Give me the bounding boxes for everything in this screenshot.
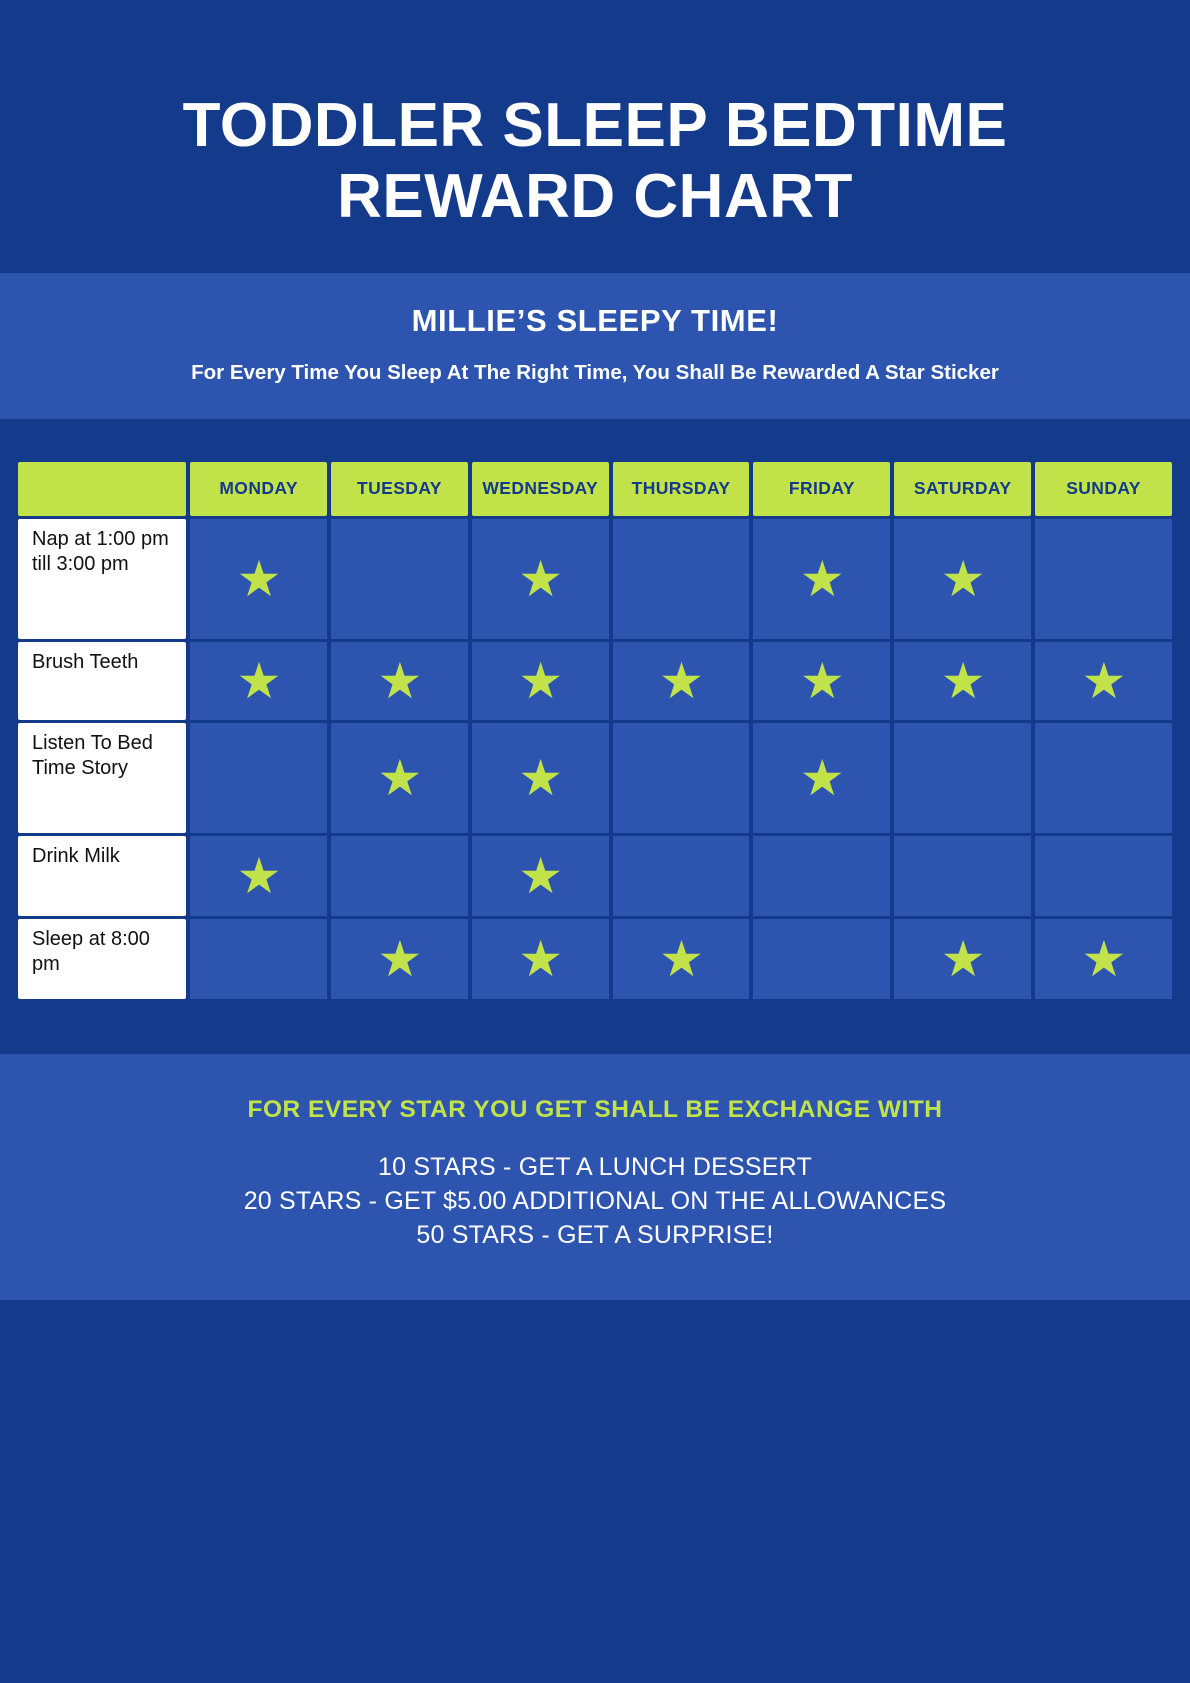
reward-chart-table bbox=[14, 459, 1176, 1002]
star-cell[interactable] bbox=[753, 919, 890, 999]
star-icon: ★ bbox=[377, 749, 423, 806]
task-label: Sleep at 8:00 pm bbox=[18, 919, 186, 999]
reward-instruction-text: For Every Time You Sleep At The Right Time, You Shall Be Rewarded A Star Sticker bbox=[191, 360, 999, 384]
rewards-band bbox=[0, 1054, 1190, 1300]
reward-line-20-stars: 20 STARS - GET $5.00 ADDITIONAL ON THE ALLOWANCES bbox=[243, 1186, 947, 1215]
page-title: TODDLER SLEEP BEDTIME REWARD CHART bbox=[182, 91, 1008, 232]
star-icon: ★ bbox=[518, 930, 564, 987]
star-icon: ★ bbox=[377, 652, 423, 709]
star-cell[interactable] bbox=[472, 919, 609, 999]
star-icon: ★ bbox=[518, 652, 564, 709]
star-icon: ★ bbox=[940, 652, 986, 709]
table-row bbox=[18, 723, 1172, 833]
star-icon: ★ bbox=[940, 550, 986, 607]
subtitle-band bbox=[0, 273, 1190, 419]
star-cell[interactable] bbox=[190, 642, 327, 720]
star-cell[interactable] bbox=[331, 723, 468, 833]
star-cell[interactable] bbox=[894, 519, 1031, 639]
star-icon: ★ bbox=[518, 847, 564, 904]
star-cell[interactable] bbox=[331, 836, 468, 916]
table-header-row bbox=[18, 462, 1172, 516]
star-icon: ★ bbox=[1081, 652, 1127, 709]
star-cell[interactable] bbox=[894, 723, 1031, 833]
star-cell[interactable] bbox=[753, 836, 890, 916]
table-row bbox=[18, 836, 1172, 916]
star-cell[interactable] bbox=[894, 919, 1031, 999]
star-cell[interactable] bbox=[613, 519, 750, 639]
star-icon: ★ bbox=[1081, 930, 1127, 987]
table-row bbox=[18, 919, 1172, 999]
column-header-tuesday: TUESDAY bbox=[331, 462, 468, 516]
star-cell[interactable] bbox=[331, 642, 468, 720]
task-label: Listen To Bed Time Story bbox=[18, 723, 186, 833]
star-cell[interactable] bbox=[613, 919, 750, 999]
corner-cell bbox=[18, 462, 186, 516]
title-band bbox=[0, 0, 1190, 273]
star-cell[interactable] bbox=[753, 642, 890, 720]
column-header-sunday: SUNDAY bbox=[1035, 462, 1172, 516]
column-header-wednesday: WEDNESDAY bbox=[472, 462, 609, 516]
star-cell[interactable] bbox=[472, 642, 609, 720]
star-cell[interactable] bbox=[1035, 642, 1172, 720]
task-label: Drink Milk bbox=[18, 836, 186, 916]
star-icon: ★ bbox=[940, 930, 986, 987]
star-cell[interactable] bbox=[1035, 836, 1172, 916]
star-cell[interactable] bbox=[1035, 723, 1172, 833]
star-icon: ★ bbox=[799, 550, 845, 607]
rewards-title: FOR EVERY STAR YOU GET SHALL BE EXCHANGE WITH bbox=[247, 1095, 943, 1123]
star-icon: ★ bbox=[659, 652, 704, 709]
star-cell[interactable] bbox=[1035, 919, 1172, 999]
star-cell[interactable] bbox=[472, 723, 609, 833]
star-cell[interactable] bbox=[753, 519, 890, 639]
star-cell[interactable] bbox=[190, 919, 327, 999]
column-header-saturday: SATURDAY bbox=[894, 462, 1031, 516]
star-cell[interactable] bbox=[894, 836, 1031, 916]
star-cell[interactable] bbox=[331, 519, 468, 639]
table-row bbox=[18, 642, 1172, 720]
star-icon: ★ bbox=[236, 652, 282, 709]
star-icon: ★ bbox=[659, 930, 704, 987]
star-cell[interactable] bbox=[894, 642, 1031, 720]
star-cell[interactable] bbox=[190, 836, 327, 916]
column-header-friday: FRIDAY bbox=[753, 462, 890, 516]
star-icon: ★ bbox=[236, 847, 282, 904]
star-icon: ★ bbox=[799, 749, 845, 806]
star-icon: ★ bbox=[518, 550, 564, 607]
star-cell[interactable] bbox=[613, 723, 750, 833]
star-cell[interactable] bbox=[1035, 519, 1172, 639]
footer-band bbox=[0, 1300, 1190, 1683]
child-name-heading: MILLIE’S SLEEPY TIME! bbox=[411, 302, 779, 338]
star-icon: ★ bbox=[799, 652, 845, 709]
star-cell[interactable] bbox=[613, 836, 750, 916]
star-cell[interactable] bbox=[472, 836, 609, 916]
task-label: Brush Teeth bbox=[18, 642, 186, 720]
column-header-monday: MONDAY bbox=[190, 462, 327, 516]
star-cell[interactable] bbox=[613, 642, 750, 720]
column-header-thursday: THURSDAY bbox=[613, 462, 750, 516]
star-cell[interactable] bbox=[331, 919, 468, 999]
star-icon: ★ bbox=[518, 749, 564, 806]
star-cell[interactable] bbox=[190, 519, 327, 639]
star-icon: ★ bbox=[377, 930, 423, 987]
reward-line-10-stars: 10 STARS - GET A LUNCH DESSERT bbox=[378, 1152, 812, 1181]
star-cell[interactable] bbox=[190, 723, 327, 833]
reward-line-50-stars: 50 STARS - GET A SURPRISE! bbox=[416, 1220, 774, 1249]
star-cell[interactable] bbox=[753, 723, 890, 833]
chart-area bbox=[0, 419, 1190, 1032]
table-row bbox=[18, 519, 1172, 639]
table-body bbox=[18, 519, 1172, 999]
task-label: Nap at 1:00 pm till 3:00 pm bbox=[18, 519, 186, 639]
star-cell[interactable] bbox=[472, 519, 609, 639]
star-icon: ★ bbox=[236, 550, 282, 607]
